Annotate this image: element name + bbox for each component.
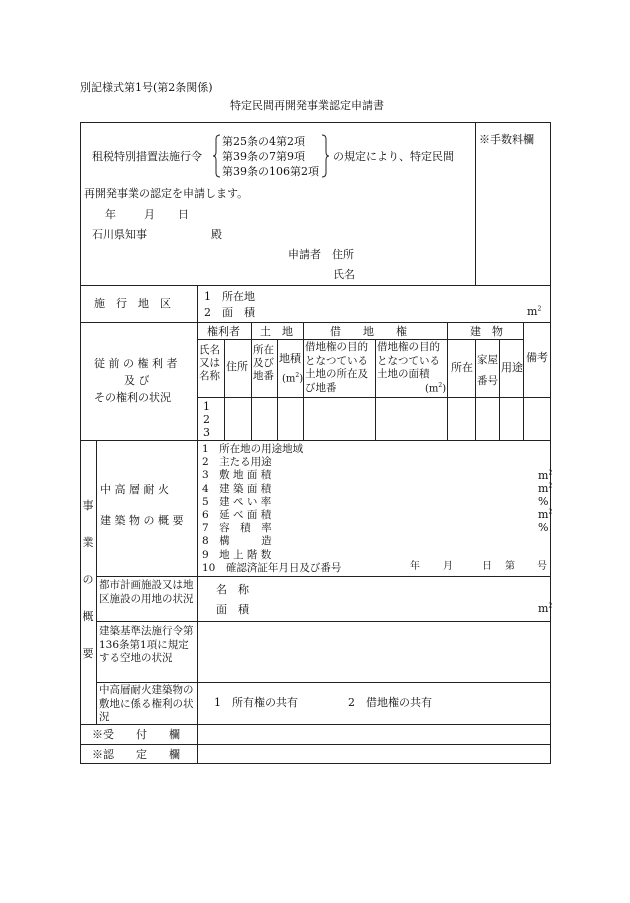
col-location: 所在及び地番 [253, 344, 274, 382]
col-lease-location: 借地権の目的となつている土地の所在及び地番 [305, 341, 368, 394]
urban-facility-name: 名 称 [216, 583, 249, 596]
right-brace-icon [320, 134, 330, 178]
site-rights-label: 中高層耐火建築物の敷地に係る権利の状況 [99, 684, 194, 723]
site-area-unit: $m^2$ [527, 305, 542, 318]
form-number: 別記様式第1号(第2条関係) [80, 81, 213, 94]
date-year: 年 [105, 208, 116, 221]
approval-label: ※認 定 欄 [92, 748, 180, 761]
prior-rights-label-2: 及 び [124, 374, 150, 387]
cert-year: 年 [410, 561, 420, 572]
building-item: 5 建 ぺ い 率 [202, 495, 272, 508]
unit-site-area: $m^2$ [538, 469, 553, 482]
building-item: 1 所在地の用途地域 [202, 443, 304, 455]
clause-1: 第25条の4第2項 [222, 135, 305, 148]
open-space-label: 建築基準法施行令第136条第1項に規定する空地の状況 [99, 625, 194, 664]
unit-coverage: % [538, 495, 549, 508]
site-area: 2 面 積 [204, 306, 255, 319]
building-items [202, 443, 341, 575]
col-address: 住所 [226, 360, 248, 373]
unit-floor-area: $m^2$ [538, 508, 553, 521]
urban-facility-area: 面 積 [216, 603, 249, 616]
group-holder: 権利者 [207, 325, 240, 338]
urban-facility-label: 都市計画施設又は地区施設の用地の状況 [99, 579, 194, 605]
applicant-address-label: 申請者 住所 [288, 248, 354, 261]
col-lease-area: 借地権の目的となつている土地の面積 [377, 341, 440, 380]
row-number-1: 1 [203, 400, 210, 413]
col-building-use: 用途 [501, 361, 523, 374]
col-building-number: 家屋番号 [477, 354, 498, 387]
clause-suffix: の規定により、特定民間 [333, 150, 454, 163]
date-day: 日 [178, 208, 189, 221]
unit-floor-ratio: % [538, 521, 549, 534]
cert-number-prefix: 第 [505, 561, 515, 572]
col-name: 氏名又は名称 [199, 344, 220, 382]
rights-option-co-ownership: 1 所有権の共有 [214, 696, 298, 709]
cert-day: 日 [482, 561, 492, 572]
honorific: 殿 [211, 228, 222, 241]
application-line2: 再開発事業の認定を申請します。 [84, 187, 249, 200]
unit-building-area: $m^2$ [538, 482, 553, 495]
building-label-1: 中 高 層 耐 火 [100, 483, 169, 496]
cert-month: 月 [443, 561, 453, 572]
group-building: 建 物 [470, 325, 503, 338]
site-location: 1 所在地 [204, 290, 255, 303]
cert-number-suffix: 号 [537, 561, 547, 572]
group-land: 土 地 [260, 325, 293, 338]
building-item: 4 建 築 面 積 [202, 482, 272, 495]
building-item: 10 確認済証年月日及び番号 [202, 561, 342, 574]
building-item: 8 構 造 [202, 535, 272, 548]
site-label: 施 行 地 区 [94, 297, 171, 310]
urban-facility-area-unit: $m^2$ [538, 602, 553, 615]
prior-rights-label-1: 従 前 の 権 利 者 [94, 357, 178, 370]
col-remarks: 備考 [526, 351, 548, 364]
rights-option-co-lease: 2 借地権の共有 [348, 696, 432, 709]
building-label-2: 建 築 物 の 概 要 [100, 514, 184, 527]
row-number-3: 3 [203, 426, 210, 439]
receipt-label: ※受 付 欄 [92, 728, 180, 741]
building-item: 6 延 べ 面 積 [202, 509, 272, 522]
building-item: 9 地 上 階 数 [202, 548, 272, 561]
col-lease-area-unit: $(m^2)$ [425, 382, 447, 395]
col-building-location: 所在 [451, 361, 473, 374]
applicant-name-label: 氏名 [333, 268, 355, 281]
group-lease: 借 地 権 [330, 325, 407, 338]
building-item: 2 主たる用途 [202, 456, 272, 469]
clause-3: 第39条の106第2項 [222, 165, 319, 178]
building-item: 3 敷 地 面 積 [202, 469, 272, 482]
date-month: 月 [144, 208, 155, 221]
fee-label: ※手数料欄 [479, 133, 534, 146]
prior-rights-label-3: その権利の状況 [94, 391, 171, 404]
law-name: 租税特別措置法施行令 [92, 150, 202, 163]
addressee: 石川県知事 [92, 228, 147, 241]
clause-2: 第39条の7第9項 [222, 150, 305, 163]
page-title: 特定民間再開発事業認定申請書 [230, 99, 384, 112]
col-area-unit: $(m^2)$ [282, 372, 304, 385]
left-brace-icon [212, 134, 222, 178]
building-item: 7 容 積 率 [202, 522, 272, 535]
col-area: 地積 [279, 352, 301, 365]
overview-side-label: 事 業 の 概 要 [82, 499, 94, 660]
row-number-2: 2 [203, 413, 210, 426]
